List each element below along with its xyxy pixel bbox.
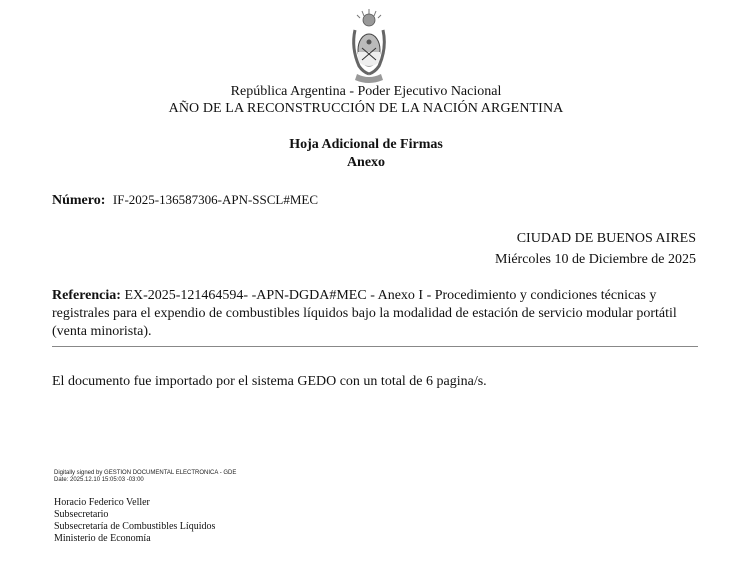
importado-text: El documento fue importado por el sistema GEDO con un total de 6 pagina/s.	[52, 374, 487, 389]
referencia-text: EX-2025-121464594- -APN-DGDA#MEC - Anexo I - Procedimiento y condiciones técnicas y registrales para el expendio de combustibles líquidos bajo la modalidad de estación de servicio modular portátil (venta minorista).	[52, 288, 677, 339]
signer-name: Horacio Federico Veller	[54, 497, 150, 508]
referencia	[52, 287, 702, 341]
signer-ministry: Ministerio de Economía	[54, 533, 151, 544]
signer-role: Subsecretario	[54, 509, 109, 520]
header-line-2: AÑO DE LA RECONSTRUCCIÓN DE LA NACIÓN ARGENTINA	[168, 101, 564, 116]
signer-office: Subsecretaría de Combustibles Líquidos	[54, 521, 216, 532]
date: Miércoles 10 de Diciembre de 2025	[495, 252, 696, 267]
referencia-label: Referencia:	[52, 288, 121, 303]
numero-label: Número:	[52, 193, 106, 208]
signature-date: Date: 2025.12.10 15:05:03 -03:00	[54, 477, 144, 483]
signer-block	[54, 497, 215, 545]
document-title: Hoja Adicional de Firmas	[289, 137, 443, 152]
digitally-signed-by: Digitally signed by GESTION DOCUMENTAL ELECTRONICA - GDE	[54, 470, 237, 476]
coat-of-arms-seal	[349, 8, 389, 84]
numero-value: IF-2025-136587306-APN-SSCL#MEC	[112, 192, 319, 207]
divider	[52, 346, 698, 347]
header-line-1: República Argentina - Poder Ejecutivo Nacional	[230, 84, 502, 99]
city: CIUDAD DE BUENOS AIRES	[516, 231, 696, 246]
numero-line	[52, 192, 318, 209]
document-subtitle: Anexo	[346, 155, 386, 170]
digital-signature-stamp	[54, 470, 236, 484]
